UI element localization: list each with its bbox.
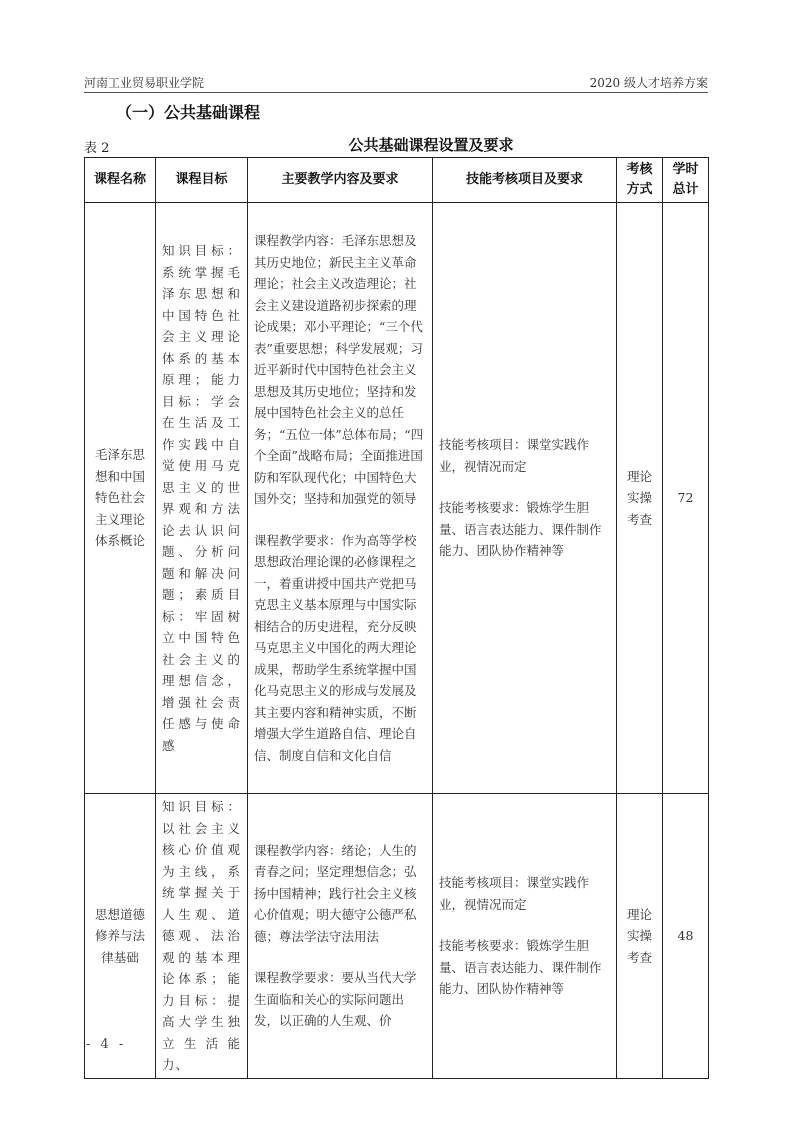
section-heading: （一）公共基础课程 — [116, 103, 261, 122]
page-number: - 4 - — [86, 1037, 127, 1052]
course-goal: 知识目标：系统掌握毛泽东思想和中国特色社会主义理论体系的基本原理；能力目标：学会在生活及工作实践中自觉使用马克思主义的世界观和方法论去认识问题、分析问题和解决问题；素质目标：牢固树立中国特色社会主义的理想信念，增强社会责任感与使命感 — [156, 203, 248, 794]
total-hours: 72 — [663, 203, 709, 794]
column-header-content: 主要教学内容及要求 — [248, 158, 433, 203]
table-label: 表 2 — [84, 141, 110, 156]
content-requirements: 课程教学要求：要从当代大学生面临和关心的实际问题出发，以正确的人生观、价 — [254, 970, 417, 1029]
document-title: 2020 级人才培养方案 — [589, 76, 708, 90]
skill-requirements: 技能考核要求：锻炼学生胆量、语言表达能力、课件制作能力、团队协作精神等 — [439, 938, 602, 996]
institution-name: 河南工业贸易职业学院 — [84, 76, 205, 90]
table-row — [85, 794, 709, 1079]
skill-item: 技能考核项目：课堂实践作业，视情况而定 — [439, 437, 590, 474]
assessment-method: 理论实操考查 — [617, 203, 663, 794]
content-requirements: 课程教学要求：作为高等学校思想政治理论课的必修课程之一，着重讲授中国共产党把马克思主义基本原理与中国实际相结合的历史进程，充分反映马克思主义中国化的两大理论成果，帮助学生系统掌握中国化马克思主义的形成与发展及其主要内容和精神实质，不断增强大学生道路自信、理论自信、制度自信和文化自信 — [254, 532, 417, 763]
table-title: 公共基础课程设置及要求 — [348, 136, 514, 154]
course-name: 思想道德修养与法律基础 — [85, 794, 156, 1079]
column-header-goal: 课程目标 — [156, 158, 248, 203]
content-intro: 课程教学内容：绪论；人生的青春之问；坚定理想信念；弘扬中国精神；践行社会主义核心价值观；明大德守公德严私德；尊法学法守法用法 — [254, 842, 417, 944]
skill-assessment — [433, 794, 617, 1079]
table-row — [85, 203, 709, 794]
skill-item: 技能考核项目：课堂实践作业，视情况而定 — [439, 875, 590, 912]
paragraph-gap — [254, 510, 426, 530]
course-content — [248, 794, 433, 1079]
course-table — [84, 157, 709, 1079]
skill-assessment — [433, 203, 617, 794]
column-header-method: 考核方式 — [617, 158, 663, 203]
column-header-name: 课程名称 — [85, 158, 156, 203]
content-intro: 课程教学内容：毛泽东思想及其历史地位；新民主主义革命理论；社会主义改造理论；社会主义建设道路初步探索的理论成果；邓小平理论；“三个代表”重要思想；科学发展观；习近平新时代中国特色社会主义思想及其历史地位；坚持和发展中国特色社会主义的总任务；“五位一体”总体布局；“四个全面”战略布局；全面推进国防和军队现代化；中国特色大国外交；坚持和加强党的领导 — [254, 233, 424, 506]
course-content — [248, 203, 433, 794]
column-header-hours: 学时总计 — [663, 158, 709, 203]
total-hours: 48 — [663, 794, 709, 1079]
paragraph-gap — [254, 947, 426, 967]
column-header-skill: 技能考核项目及要求 — [433, 158, 617, 203]
course-name: 毛泽东思想和中国特色社会主义理论体系概论 — [85, 203, 156, 794]
course-goal: 知识目标：以社会主义核心价值观为主线，系统掌握关于人生观、道德观、法治观的基本理论体系；能力目标：提高大学生独立生活能力、 — [156, 794, 248, 1079]
assessment-method: 理论实操考查 — [617, 794, 663, 1079]
skill-requirements: 技能考核要求：锻炼学生胆量、语言表达能力、课件制作能力、团队协作精神等 — [439, 500, 602, 559]
table-header-row — [85, 158, 709, 203]
paragraph-gap — [439, 477, 610, 497]
paragraph-gap — [439, 915, 610, 935]
running-header — [84, 74, 708, 93]
